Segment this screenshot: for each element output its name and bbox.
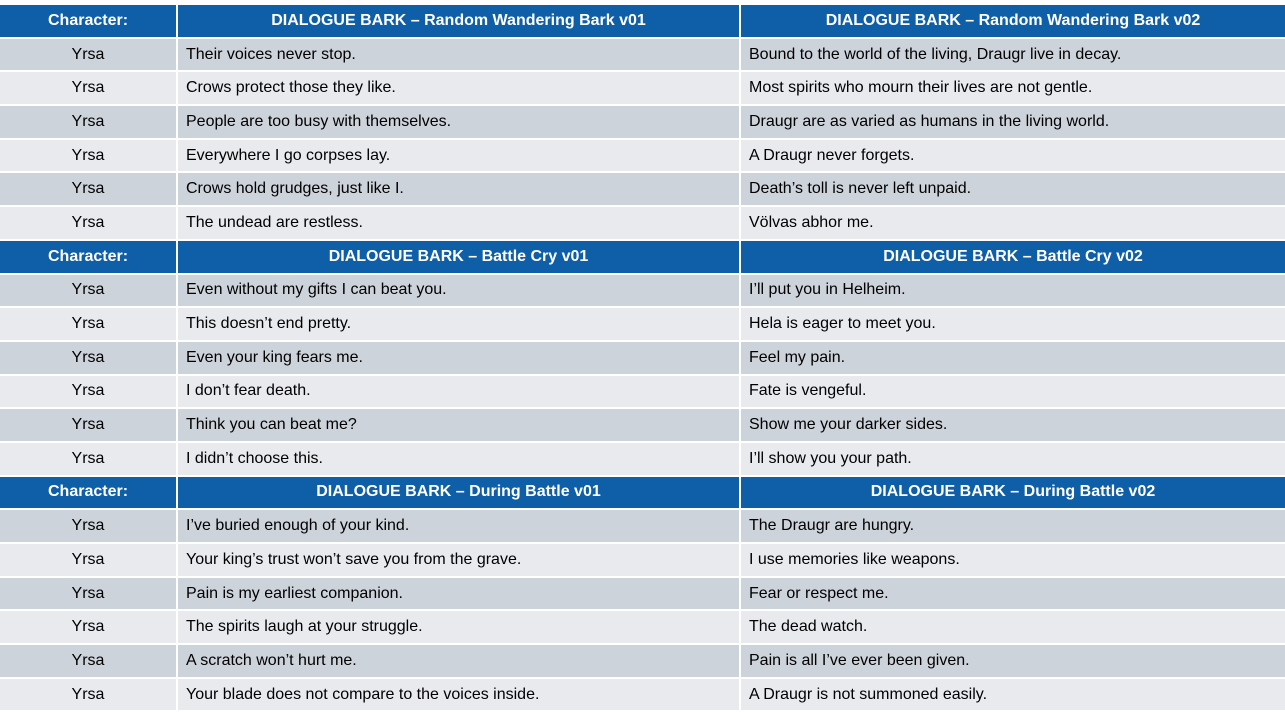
bark-v02-cell: The Draugr are hungry. xyxy=(741,510,1285,542)
character-cell: Yrsa xyxy=(0,544,178,576)
character-cell: Yrsa xyxy=(0,275,178,307)
bark-v01-cell: Pain is my earliest companion. xyxy=(178,578,741,610)
v01-column-header: DIALOGUE BARK – During Battle v01 xyxy=(178,477,741,509)
table-row xyxy=(0,106,1285,140)
section-header xyxy=(0,5,1285,39)
bark-v01-cell: Your blade does not compare to the voices inside. xyxy=(178,679,741,711)
character-cell: Yrsa xyxy=(0,578,178,610)
bark-v01-cell: I’ve buried enough of your kind. xyxy=(178,510,741,542)
character-cell: Yrsa xyxy=(0,443,178,475)
bark-v02-cell: Völvas abhor me. xyxy=(741,207,1285,239)
character-cell: Yrsa xyxy=(0,173,178,205)
v01-column-header: DIALOGUE BARK – Random Wandering Bark v01 xyxy=(178,5,741,37)
bark-v02-cell: Fate is vengeful. xyxy=(741,376,1285,408)
bark-v01-cell: I don’t fear death. xyxy=(178,376,741,408)
bark-v01-cell: The spirits laugh at your struggle. xyxy=(178,611,741,643)
character-cell: Yrsa xyxy=(0,39,178,71)
table-row xyxy=(0,72,1285,106)
bark-v02-cell: The dead watch. xyxy=(741,611,1285,643)
table-row xyxy=(0,376,1285,410)
dialogue-bark-table xyxy=(0,5,1285,712)
bark-v02-cell: Death’s toll is never left unpaid. xyxy=(741,173,1285,205)
bark-v01-cell: This doesn’t end pretty. xyxy=(178,308,741,340)
table-row xyxy=(0,275,1285,309)
bark-v02-cell: I’ll show you your path. xyxy=(741,443,1285,475)
character-column-header: Character: xyxy=(0,241,178,273)
character-column-header: Character: xyxy=(0,477,178,509)
v01-column-header: DIALOGUE BARK – Battle Cry v01 xyxy=(178,241,741,273)
table-row xyxy=(0,140,1285,174)
bark-v02-cell: I’ll put you in Helheim. xyxy=(741,275,1285,307)
bark-v02-cell: Fear or respect me. xyxy=(741,578,1285,610)
bark-v01-cell: Even without my gifts I can beat you. xyxy=(178,275,741,307)
table-row xyxy=(0,544,1285,578)
bark-v02-cell: A Draugr is not summoned easily. xyxy=(741,679,1285,711)
bark-v02-cell: Show me your darker sides. xyxy=(741,409,1285,441)
v02-column-header: DIALOGUE BARK – During Battle v02 xyxy=(741,477,1285,509)
table-row xyxy=(0,578,1285,612)
bark-v02-cell: Pain is all I’ve ever been given. xyxy=(741,645,1285,677)
section-header xyxy=(0,477,1285,511)
character-cell: Yrsa xyxy=(0,611,178,643)
character-cell: Yrsa xyxy=(0,140,178,172)
bark-v02-cell: Hela is eager to meet you. xyxy=(741,308,1285,340)
character-cell: Yrsa xyxy=(0,510,178,542)
table-row xyxy=(0,443,1285,477)
character-cell: Yrsa xyxy=(0,409,178,441)
bark-v01-cell: Your king’s trust won’t save you from the grave. xyxy=(178,544,741,576)
character-cell: Yrsa xyxy=(0,679,178,711)
table-row xyxy=(0,611,1285,645)
bark-v02-cell: Bound to the world of the living, Draugr live in decay. xyxy=(741,39,1285,71)
v02-column-header: DIALOGUE BARK – Random Wandering Bark v02 xyxy=(741,5,1285,37)
character-cell: Yrsa xyxy=(0,342,178,374)
table-row xyxy=(0,308,1285,342)
bark-v01-cell: Think you can beat me? xyxy=(178,409,741,441)
v02-column-header: DIALOGUE BARK – Battle Cry v02 xyxy=(741,241,1285,273)
character-cell: Yrsa xyxy=(0,106,178,138)
table-row xyxy=(0,679,1285,713)
table-row xyxy=(0,342,1285,376)
bark-v01-cell: I didn’t choose this. xyxy=(178,443,741,475)
bark-v01-cell: Everywhere I go corpses lay. xyxy=(178,140,741,172)
bark-v01-cell: Crows protect those they like. xyxy=(178,72,741,104)
bark-v01-cell: A scratch won’t hurt me. xyxy=(178,645,741,677)
bark-v02-cell: I use memories like weapons. xyxy=(741,544,1285,576)
bark-v02-cell: Most spirits who mourn their lives are not gentle. xyxy=(741,72,1285,104)
character-cell: Yrsa xyxy=(0,308,178,340)
table-row xyxy=(0,510,1285,544)
bark-v01-cell: Their voices never stop. xyxy=(178,39,741,71)
bark-v02-cell: Draugr are as varied as humans in the living world. xyxy=(741,106,1285,138)
bark-v01-cell: Even your king fears me. xyxy=(178,342,741,374)
bark-v01-cell: The undead are restless. xyxy=(178,207,741,239)
table-row xyxy=(0,645,1285,679)
bark-v01-cell: Crows hold grudges, just like I. xyxy=(178,173,741,205)
section-header xyxy=(0,241,1285,275)
bark-v01-cell: People are too busy with themselves. xyxy=(178,106,741,138)
table-row xyxy=(0,409,1285,443)
bark-v02-cell: Feel my pain. xyxy=(741,342,1285,374)
table-row xyxy=(0,39,1285,73)
table-row xyxy=(0,207,1285,241)
table-row xyxy=(0,173,1285,207)
character-cell: Yrsa xyxy=(0,376,178,408)
character-cell: Yrsa xyxy=(0,72,178,104)
character-column-header: Character: xyxy=(0,5,178,37)
bark-v02-cell: A Draugr never forgets. xyxy=(741,140,1285,172)
character-cell: Yrsa xyxy=(0,645,178,677)
character-cell: Yrsa xyxy=(0,207,178,239)
